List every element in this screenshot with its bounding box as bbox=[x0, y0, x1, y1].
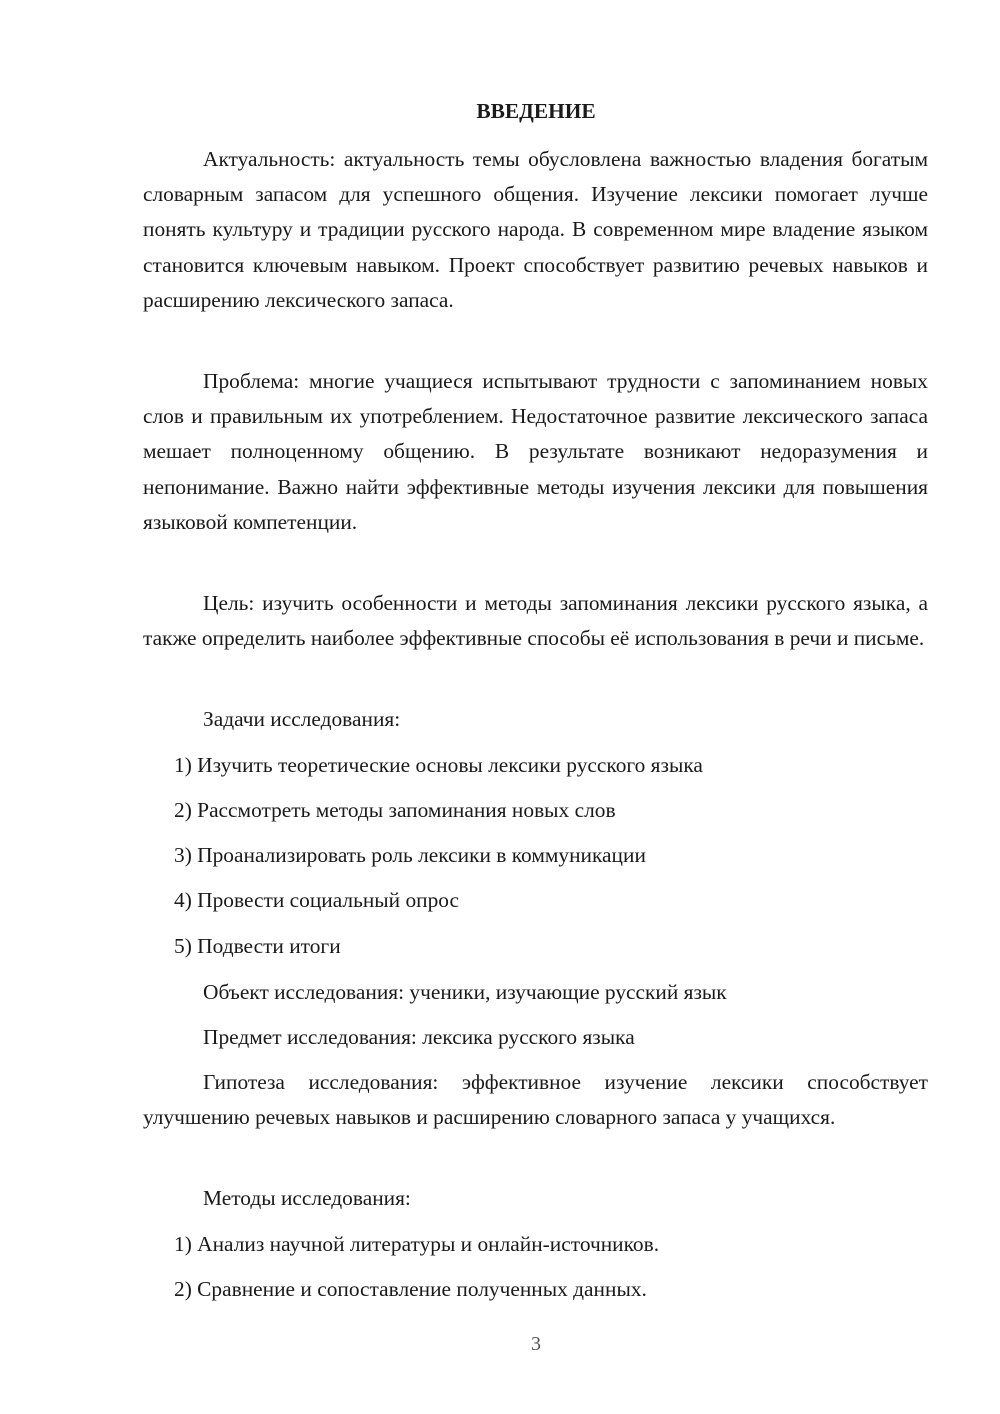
research-object: Объект исследования: ученики, изучающие русский язык bbox=[203, 980, 727, 1004]
task-item-3: 3) Проанализировать роль лексики в коммуникации bbox=[174, 843, 646, 867]
task-item-1: 1) Изучить теоретические основы лексики русского языка bbox=[174, 753, 703, 777]
relevance-paragraph bbox=[143, 142, 928, 318]
research-subject: Предмет исследования: лексика русского языка bbox=[203, 1025, 635, 1049]
hypothesis-paragraph bbox=[143, 1065, 928, 1135]
method-item-1: 1) Анализ научной литературы и онлайн-источников. bbox=[174, 1232, 660, 1256]
page-title: ВВЕДЕНИЕ bbox=[476, 99, 596, 123]
page-number: 3 bbox=[531, 1333, 541, 1355]
goal-paragraph bbox=[143, 586, 928, 656]
hypothesis-text: Гипотеза исследования: эффективное изучение лексики способствует улучшению речевых навыков и расширению словарного запаса у учащихся. bbox=[143, 1070, 928, 1130]
method-item-2: 2) Сравнение и сопоставление полученных данных. bbox=[174, 1277, 647, 1301]
tasks-title: Задачи исследования: bbox=[203, 707, 401, 731]
problem-paragraph bbox=[143, 364, 928, 540]
relevance-text: Актуальность: актуальность темы обусловлена важностью владения богатым словарным запасом для успешного общения. Изучение лексики помогает лучше понять культуру и традиции русского народа. В современном мире владение языком становится ключевым навыком. Проект способствует развитию речевых навыков и расширению лексического запаса. bbox=[143, 147, 928, 312]
task-item-2: 2) Рассмотреть методы запоминания новых слов bbox=[174, 798, 616, 822]
task-item-5: 5) Подвести итоги bbox=[174, 934, 341, 958]
goal-text: Цель: изучить особенности и методы запоминания лексики русского языка, а также определить наиболее эффективные способы её использования в речи и письме. bbox=[143, 591, 928, 651]
methods-title: Методы исследования: bbox=[203, 1186, 411, 1210]
problem-text: Проблема: многие учащиеся испытывают трудности с запоминанием новых слов и правильным их употреблением. Недостаточное развитие лексического запаса мешает полноценному общению. В результате возникают недоразумения и непонимание. Важно найти эффективные методы изучения лексики для повышения языковой компетенции. bbox=[143, 369, 928, 534]
task-item-4: 4) Провести социальный опрос bbox=[174, 888, 460, 912]
